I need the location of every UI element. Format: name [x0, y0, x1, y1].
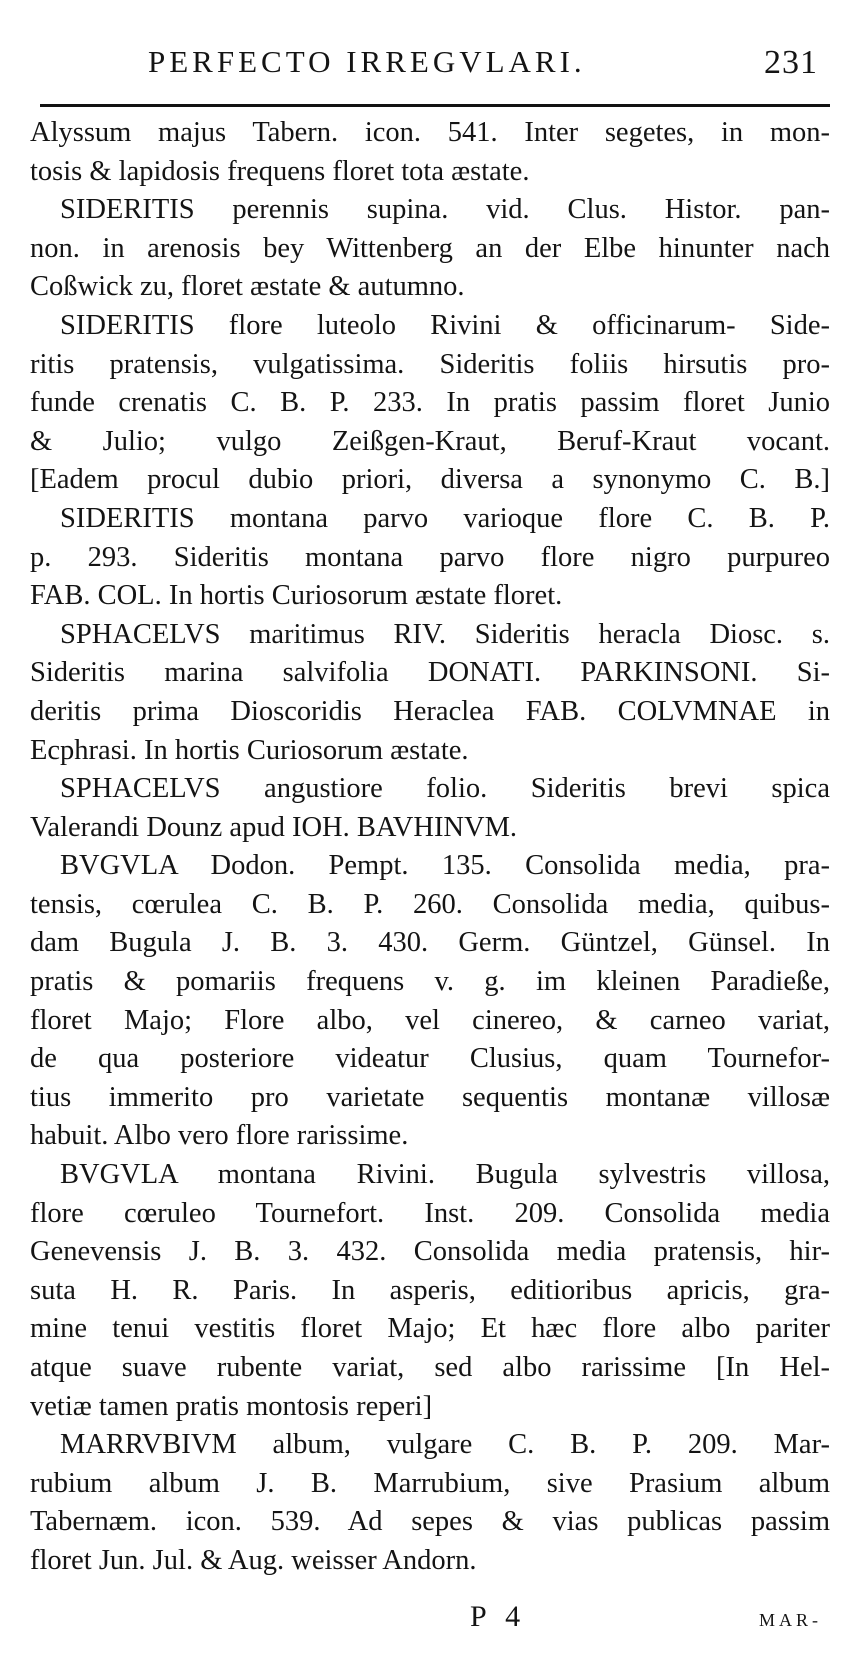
- header-rule: [40, 104, 830, 107]
- text-line: ritis pratensis, vulgatissima. Sideritis foliis hirsutis pro-: [30, 348, 830, 380]
- catchword: MAR-: [758, 1610, 822, 1630]
- text-line: Ecphrasi. In hortis Curiosorum æstate.: [30, 734, 469, 766]
- text-line: floret Majo; Flore albo, vel cinereo, & carneo variat,: [30, 1004, 830, 1036]
- text-line: Tabernæm. icon. 539. Ad sepes & vias publicas passim: [30, 1506, 830, 1538]
- text-line: Sideritis marina salvifolia DONATI. PARKINSONI. Si-: [30, 657, 830, 689]
- text-line: SIDERITIS perennis supina. vid. Clus. Histor. pan-: [60, 194, 830, 226]
- text-line: SPHACELVS maritimus RIV. Sideritis heracla Diosc. s.: [60, 618, 830, 650]
- text-line: BVGVLA Dodon. Pempt. 135. Consolida media, pra-: [60, 850, 830, 882]
- running-title: PERFECTO IRREGVLARI.: [148, 44, 586, 79]
- text-line: habuit. Albo vero flore rarissime.: [30, 1120, 409, 1152]
- text-line: funde crenatis C. B. P. 233. In pratis passim floret Junio: [30, 387, 830, 419]
- page-footer: [30, 1600, 830, 1650]
- text-line: flore cœruleo Tournefort. Inst. 209. Consolida media: [30, 1197, 830, 1229]
- text-line: pratis & pomariis frequens v. g. im kleinen Paradieße,: [30, 966, 830, 998]
- page-body: [30, 114, 830, 1581]
- text-line: tensis, cœrulea C. B. P. 260. Consolida media, quibus-: [30, 888, 830, 920]
- text-line: mine tenui vestitis floret Majo; Et hæc flore albo pariter: [30, 1313, 830, 1345]
- text-line: SIDERITIS flore luteolo Rivini & officinarum- Side-: [60, 309, 830, 341]
- text-line: de qua posteriore videatur Clusius, quam Tournefor-: [30, 1043, 830, 1075]
- text-line: vetiæ tamen pratis montosis reperi]: [30, 1390, 433, 1422]
- running-header: [30, 0, 830, 108]
- text-line: rubium album J. B. Marrubium, sive Prasium album: [30, 1467, 830, 1499]
- text-line: Alyssum majus Tabern. icon. 541. Inter segetes, in mon-: [30, 117, 830, 148]
- text-line: Valerandi Dounz apud IOH. BAVHINVM.: [30, 811, 518, 843]
- text-line: MARRVBIVM album, vulgare C. B. P. 209. Mar-: [60, 1429, 830, 1461]
- text-line: deritis prima Dioscoridis Heraclea FAB. COLVMNAE in: [30, 695, 830, 727]
- text-line: & Julio; vulgo Zeißgen-Kraut, Beruf-Kraut vocant.: [30, 425, 830, 457]
- text-line: SIDERITIS montana parvo varioque flore C. B. P.: [60, 502, 830, 534]
- text-line: p. 293. Sideritis montana parvo flore nigro purpureo: [30, 541, 830, 573]
- text-line: dam Bugula J. B. 3. 430. Germ. Güntzel, Günsel. In: [30, 927, 830, 959]
- text-line: non. in arenosis bey Wittenberg an der Elbe hinunter nach: [30, 232, 830, 264]
- text-line: FAB. COL. In hortis Curiosorum æstate floret.: [30, 580, 563, 612]
- text-line: Genevensis J. B. 3. 432. Consolida media pratensis, hir-: [30, 1236, 830, 1268]
- text-line: Coßwick zu, floret æstate & autumno.: [30, 271, 465, 303]
- text-line: suta H. R. Paris. In asperis, editioribus apricis, gra-: [30, 1274, 830, 1306]
- text-line: SPHACELVS angustiore folio. Sideritis brevi spica: [60, 773, 830, 805]
- text-line: tius immerito pro varietate sequentis montanæ villosæ: [30, 1081, 830, 1113]
- book-page: [30, 0, 830, 1657]
- text-line: [Eadem procul dubio priori, diversa a synonymo C. B.]: [30, 464, 830, 496]
- text-line: atque suave rubente variat, sed albo rarissime [In Hel-: [30, 1352, 830, 1383]
- signature-mark: P 4: [470, 1600, 527, 1633]
- text-line: floret Jun. Jul. & Aug. weisser Andorn.: [30, 1544, 477, 1576]
- page-number: 231: [764, 44, 818, 81]
- text-line: BVGVLA montana Rivini. Bugula sylvestris villosa,: [60, 1159, 830, 1191]
- text-line: tosis & lapidosis frequens floret tota æstate.: [30, 155, 530, 187]
